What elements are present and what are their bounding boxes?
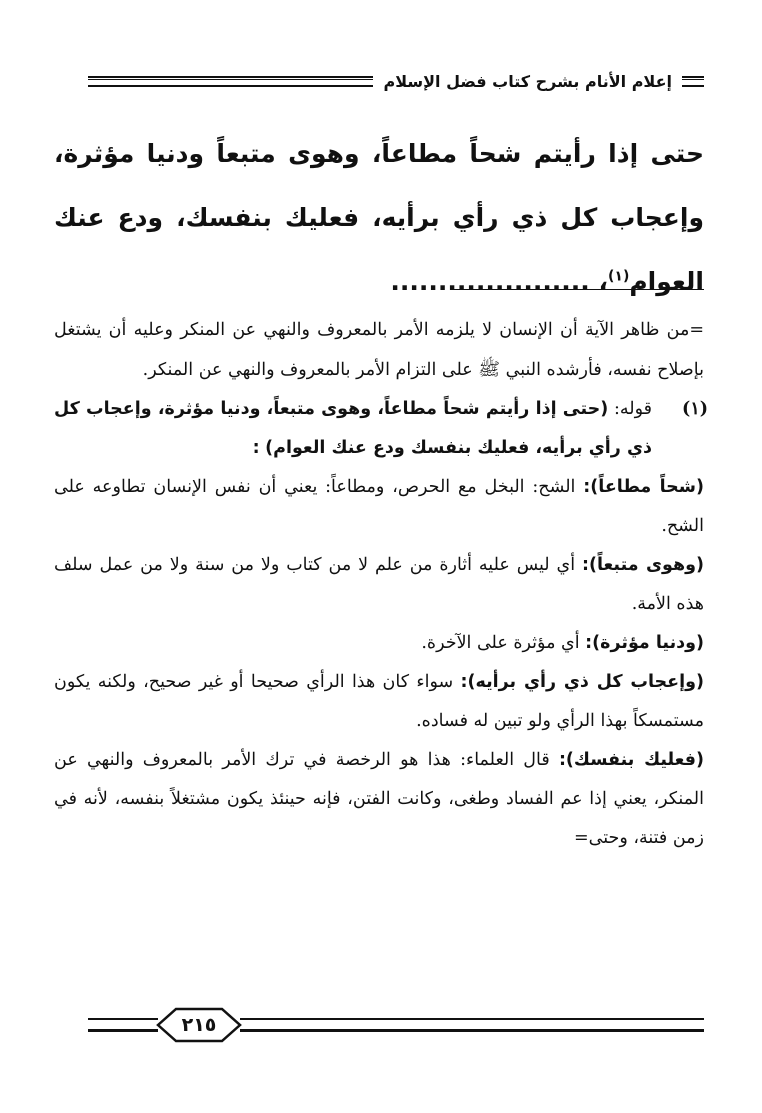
footnote-number: (١) (682, 399, 708, 419)
footnote-separator (454, 289, 704, 290)
header-rule-right (682, 76, 704, 87)
page-footer (88, 1003, 704, 1047)
footnote-quote: (حتى إذا رأيتم شحاً مطاعاً، وهوى متبعاً، ودنيا مؤثرة، وإعجاب كل ذي رأي برأيه، فعليك بنفسك ودع عنك العوام) (54, 399, 652, 458)
main-text-tail: ، ..................... (390, 267, 608, 296)
footnotes (54, 311, 708, 858)
entry-term: (فعليك بنفسك): (558, 750, 704, 770)
page-number: ٢١٥ (181, 1014, 217, 1036)
footnote-entry (54, 468, 704, 546)
footnote-entry (54, 741, 704, 858)
footnote-entry (54, 663, 704, 741)
entry-term: (ودنيا مؤثرة): (585, 633, 704, 653)
header-rule-left (88, 76, 373, 87)
footer-rule-left (88, 1018, 158, 1032)
footnote-entry (54, 546, 704, 624)
footnote-1-heading (54, 390, 652, 468)
page-number-badge (154, 1006, 244, 1044)
footnote-continuation (54, 311, 704, 390)
entry-term: (وهوى متبعاً): (581, 555, 704, 575)
footnote-reference: (١) (608, 268, 630, 285)
salutation-symbol: ﷺ (478, 359, 501, 380)
entry-text: الشح: البخل مع الحرص، ومطاعاً: يعني أن نفس الإنسان تطاوعه على الشح. (54, 477, 704, 536)
footnote-colon: : (252, 438, 260, 458)
book-title: إعلام الأنام بشرح كتاب فضل الإسلام (383, 71, 672, 91)
entry-term: (وإعجاب كل ذي رأي برأيه): (460, 672, 704, 692)
main-text (54, 122, 704, 314)
footnote-1 (54, 390, 708, 468)
entry-text: أي مؤثرة على الآخرة. (421, 633, 580, 653)
continuation-end: على التزام الأمر بالمعروف والنهي عن المنكر. (142, 360, 473, 380)
continuation-text: =من ظاهر الآية أن الإنسان لا يلزمه الأمر بالمعروف والنهي عن المنكر وعليه أن يشتغل بإصلاح نفسه، فأرشده النبي (54, 320, 704, 380)
footer-rule-right (240, 1018, 704, 1032)
entry-text: قال العلماء: هذا هو الرخصة في ترك الأمر بالمعروف والنهي عن المنكر، يعني إذا عم الفساد وطغى، وكانت الفتن، فإنه حينئذ يكون مشتغلاً بنفسه، لأنه في زمن فتنة، وحتى= (54, 750, 704, 848)
entry-text: أي ليس عليه أثارة من علم لا من كتاب ولا من سنة ولا من عمل سلف هذه الأمة. (54, 555, 704, 614)
footnote-entry (54, 624, 704, 663)
entry-text: سواء كان هذا الرأي صحيحا أو غير صحيح، ولكنه يكون مستمسكاً بهذا الرأي ولو تبين له فساده. (54, 672, 704, 731)
main-text-body: حتى إذا رأيتم شحاً مطاعاً، وهوى متبعاً ودنيا مؤثرة، وإعجاب كل ذي رأي برأيه، فعليك بنفسك، ودع عنك العوام (54, 139, 704, 296)
entry-term: (شحاً مطاعاً): (583, 477, 704, 497)
running-header (88, 66, 704, 96)
footnote-intro: قوله: (613, 399, 652, 419)
